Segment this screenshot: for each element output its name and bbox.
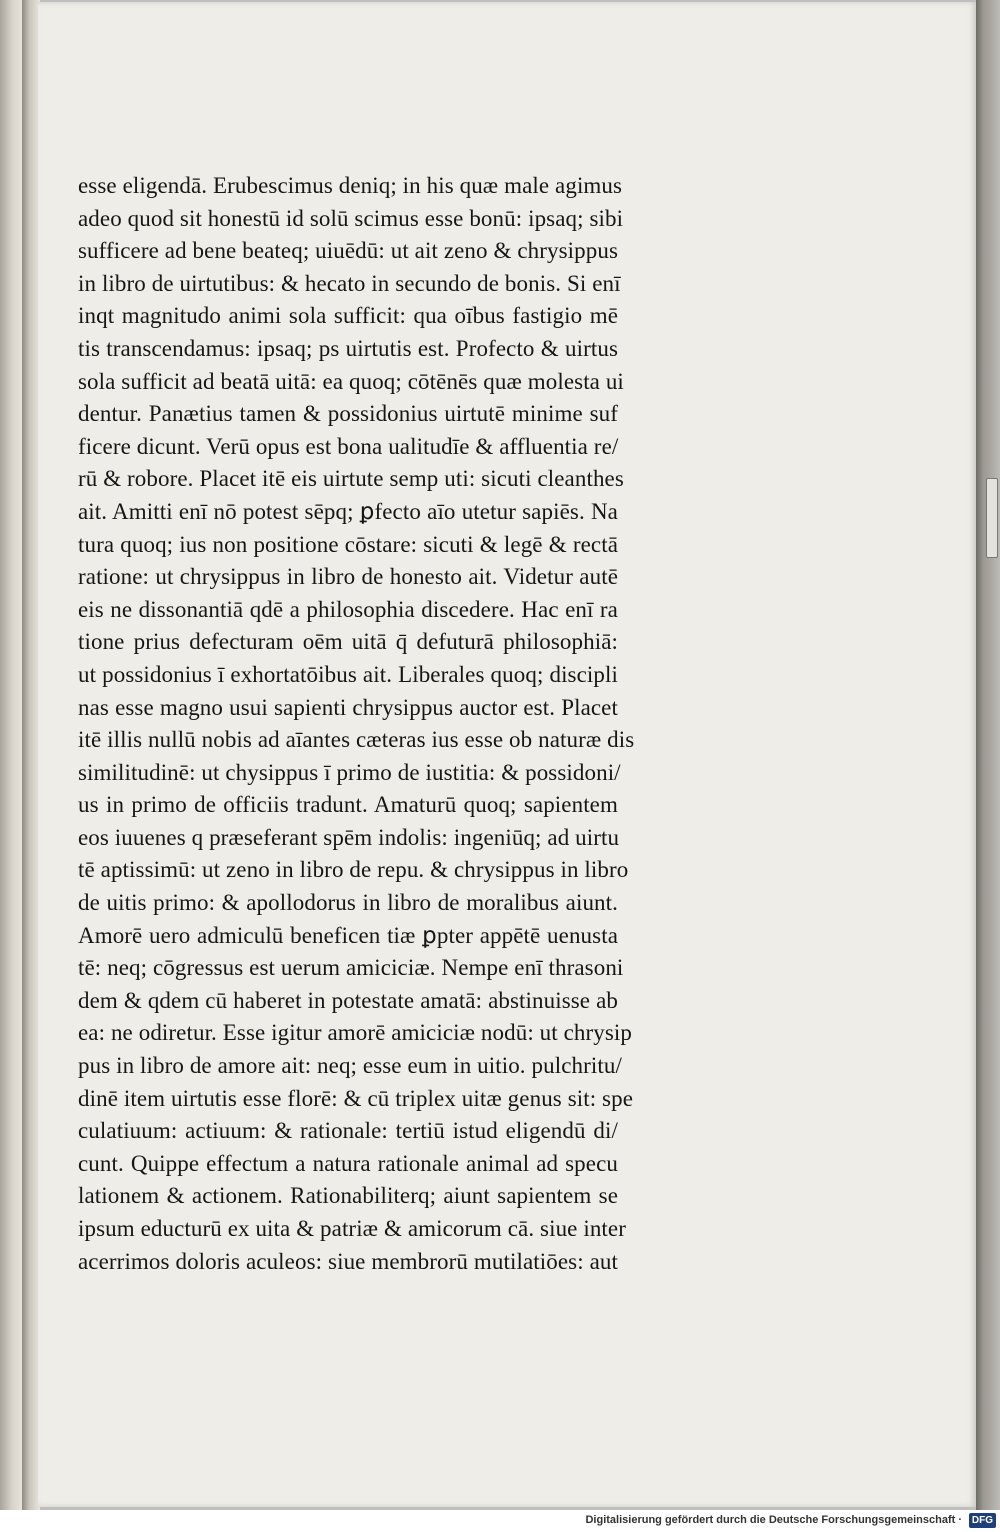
text-line: tione prius defecturam oēm uitā q̄ defuturā philosophiā: (78, 629, 618, 655)
text-line: culatiuum: actiuum: & rationale: tertiū istud eligendū di/ (78, 1118, 618, 1144)
text-line: tis transcendamus: ipsaq; ps uirtutis est. Profecto & uirtus (78, 335, 618, 361)
text-line: lationem & actionem. Rationabiliterq; aiunt sapientem se (78, 1183, 618, 1209)
text-line: adeo quod sit honestū id solū scimus esse bonū: ipsaq; sibi (78, 205, 624, 231)
previous-page-edge (0, 0, 22, 1510)
bookmark-tab (986, 478, 998, 558)
text-line: tē: neq; cōgressus est uerum amiciciæ. Nempe enī thrasoni (78, 955, 624, 981)
text-line: ut possidonius ī exhortatōibus ait. Liberales quoq; discipli (78, 661, 618, 687)
dfg-logo: DFG (969, 1513, 996, 1528)
text-line: eis ne dissonantiā qdē a philosophia discedere. Hac enī ra (78, 596, 618, 622)
text-line: cunt. Quippe effectum a natura rationale animal ad specu (78, 1150, 618, 1176)
footer-bar (0, 1510, 1000, 1532)
text-line: dem & qdem cū haberet in potestate amatā: abstinuisse ab (78, 987, 618, 1013)
text-line: inqt magnitudo animi sola sufficit: qua oībus fastigio mē (78, 303, 618, 329)
page-fore-edge (976, 0, 1000, 1510)
text-line: ea: ne odiretur. Esse igitur amorē amiciciæ nodū: ut chrysip (78, 1020, 633, 1046)
text-line: dentur. Panætius tamen & possidonius uirtutē minime suf (78, 401, 618, 427)
text-line: pus in libro de amore ait: neq; esse eum in uitio. pulchritu/ (78, 1053, 622, 1079)
footer-credit: Digitalisierung gefördert durch die Deutsche Forschungsgemeinschaft · (585, 1514, 962, 1526)
text-line: esse eligendā. Erubescimus deniq; in his quæ male agimus (78, 173, 623, 198)
text-line: rū & robore. Placet itē eis uirtute semp uti: sicuti cleanthes (78, 466, 624, 492)
text-line: ficere dicunt. Verū opus est bona ualitudīe & affluentia re/ (78, 433, 619, 459)
text-line: ratione: ut chrysippus in libro de honesto ait. Videtur autē (78, 564, 618, 590)
text-line: nas esse magno usui sapienti chrysippus auctor est. Placet (78, 694, 618, 720)
text-line: acerrimos doloris aculeos: siue membrorū mutilatiōes: aut (78, 1248, 618, 1274)
text-line: de uitis primo: & apollodorus in libro de moralibus aiunt. (78, 890, 618, 916)
text-line: sufficere ad bene beateq; uiuēdū: ut ait zeno & chrysippus (78, 238, 618, 264)
text-line: Amorē uero admiculū beneficen tiæ ꝑpter appētē uenusta (78, 922, 618, 948)
text-line: ipsum educturū ex uita & patriæ & amicorum cā. siue inter (78, 1216, 626, 1241)
page-text (78, 170, 635, 1278)
text-line: similitudinē: ut chysippus ī primo de iustitia: & possidoni/ (78, 759, 621, 785)
text-line: ait. Amitti enī nō potest sēpq; ꝑfecto aīo utetur sapiēs. Na (78, 498, 618, 524)
text-line: us in primo de officiis tradunt. Amaturū quoq; sapientem (78, 792, 618, 818)
text-line: dinē item uirtutis esse florē: & cū triplex uitæ genus sit: spe (78, 1085, 634, 1111)
text-line: tē aptissimū: ut zeno in libro de repu. & chrysippus in libro (78, 857, 629, 883)
text-line: tura quoq; ius non positione cōstare: sicuti & legē & rectā (78, 531, 618, 557)
text-line: sola sufficit ad beatā uitā: ea quoq; cōtēnēs quæ molesta ui (78, 368, 624, 394)
text-line: in libro de uirtutibus: & hecato in secundo de bonis. Si enī (78, 270, 621, 296)
text-line: eos iuuenes q præseferant spēm indolis: ingeniūq; ad uirtu (78, 824, 620, 850)
text-line: itē illis nullū nobis ad aīantes cæteras ius esse ob naturæ dis (78, 727, 635, 753)
